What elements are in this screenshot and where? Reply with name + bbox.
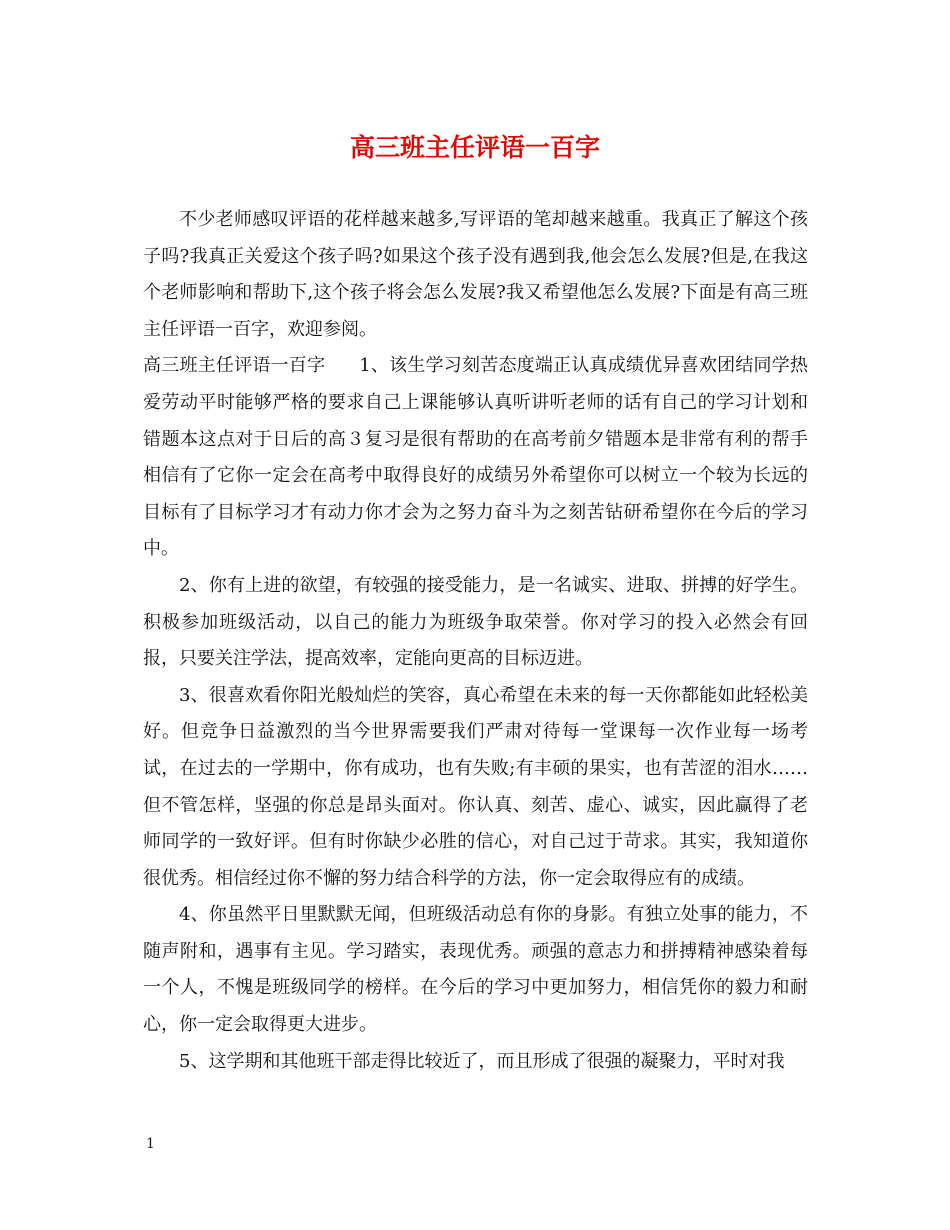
document-body — [143, 202, 808, 1080]
section-heading: 高三班主任评语一百字 — [143, 355, 326, 377]
paragraph-4: 4、你虽然平日里默默无闻，但班级活动总有你的身影。有独立处事的能力，不随声附和，遇事有主见。学习踏实，表现优秀。顽强的意志力和拼搏精神感染着每一个人，不愧是班级同学的榜样。在今后的学习中更加努力，相信凭你的毅力和耐心，你一定会取得更大进步。 — [143, 904, 808, 1036]
document-title: 高三班主任评语一百字 — [349, 133, 600, 162]
paragraph-1 — [143, 348, 808, 568]
intro-paragraph: 不少老师感叹评语的花样越来越多,写评语的笔却越来越重。我真正了解这个孩子吗?我真正关爱这个孩子吗?如果这个孩子没有遇到我,他会怎么发展?但是,在我这个老师影响和帮助下,这个孩子将会怎么发展?我又希望他怎么发展?下面是有高三班主任评语一百字，欢迎参阅。 — [143, 209, 808, 340]
paragraph-2: 2、你有上进的欲望，有较强的接受能力，是一名诚实、进取、拼搏的好学生。积极参加班级活动，以自己的能力为班级争取荣誉。你对学习的投入必然会有回报，只要关注学法，提高效率，定能向更高的目标迈进。 — [143, 574, 808, 670]
paragraph-3: 3、很喜欢看你阳光般灿烂的笑容，真心希望在未来的每一天你都能如此轻松美好。但竞争日益激烈的当今世界需要我们严肃对待每一堂课每一次作业每一场考试，在过去的一学期中，你有成功，也有失败;有丰硕的果实，也有苦涩的泪水……但不管怎样，坚强的你总是昂头面对。你认真、刻苦、虚心、诚实，因此赢得了老师同学的一致好评。但有时你缺少必胜的信心，对自己过于苛求。其实，我知道你很优秀。相信经过你不懈的努力结合科学的方法，你一定会取得应有的成绩。 — [143, 684, 808, 889]
paragraph-5: 5、这学期和其他班干部走得比较近了，而且形成了很强的凝聚力，平时对我 — [179, 1050, 785, 1072]
page-number: 1 — [146, 1136, 155, 1152]
paragraph-1-text: 1、该生学习刻苦态度端正认真成绩优异喜欢团结同学热爱劳动平时能够严格的要求自己上课能够认真听讲听老师的话有自己的学习计划和错题本这点对于日后的高３复习是很有帮助的在高考前夕错题本是非常有利的帮手相信有了它你一定会在高考中取得良好的成绩另外希望你可以树立一个较为长远的目标有了目标学习才有动力你才会为之努力奋斗为之刻苦钻研希望你在今后的学习中。 — [143, 355, 808, 560]
